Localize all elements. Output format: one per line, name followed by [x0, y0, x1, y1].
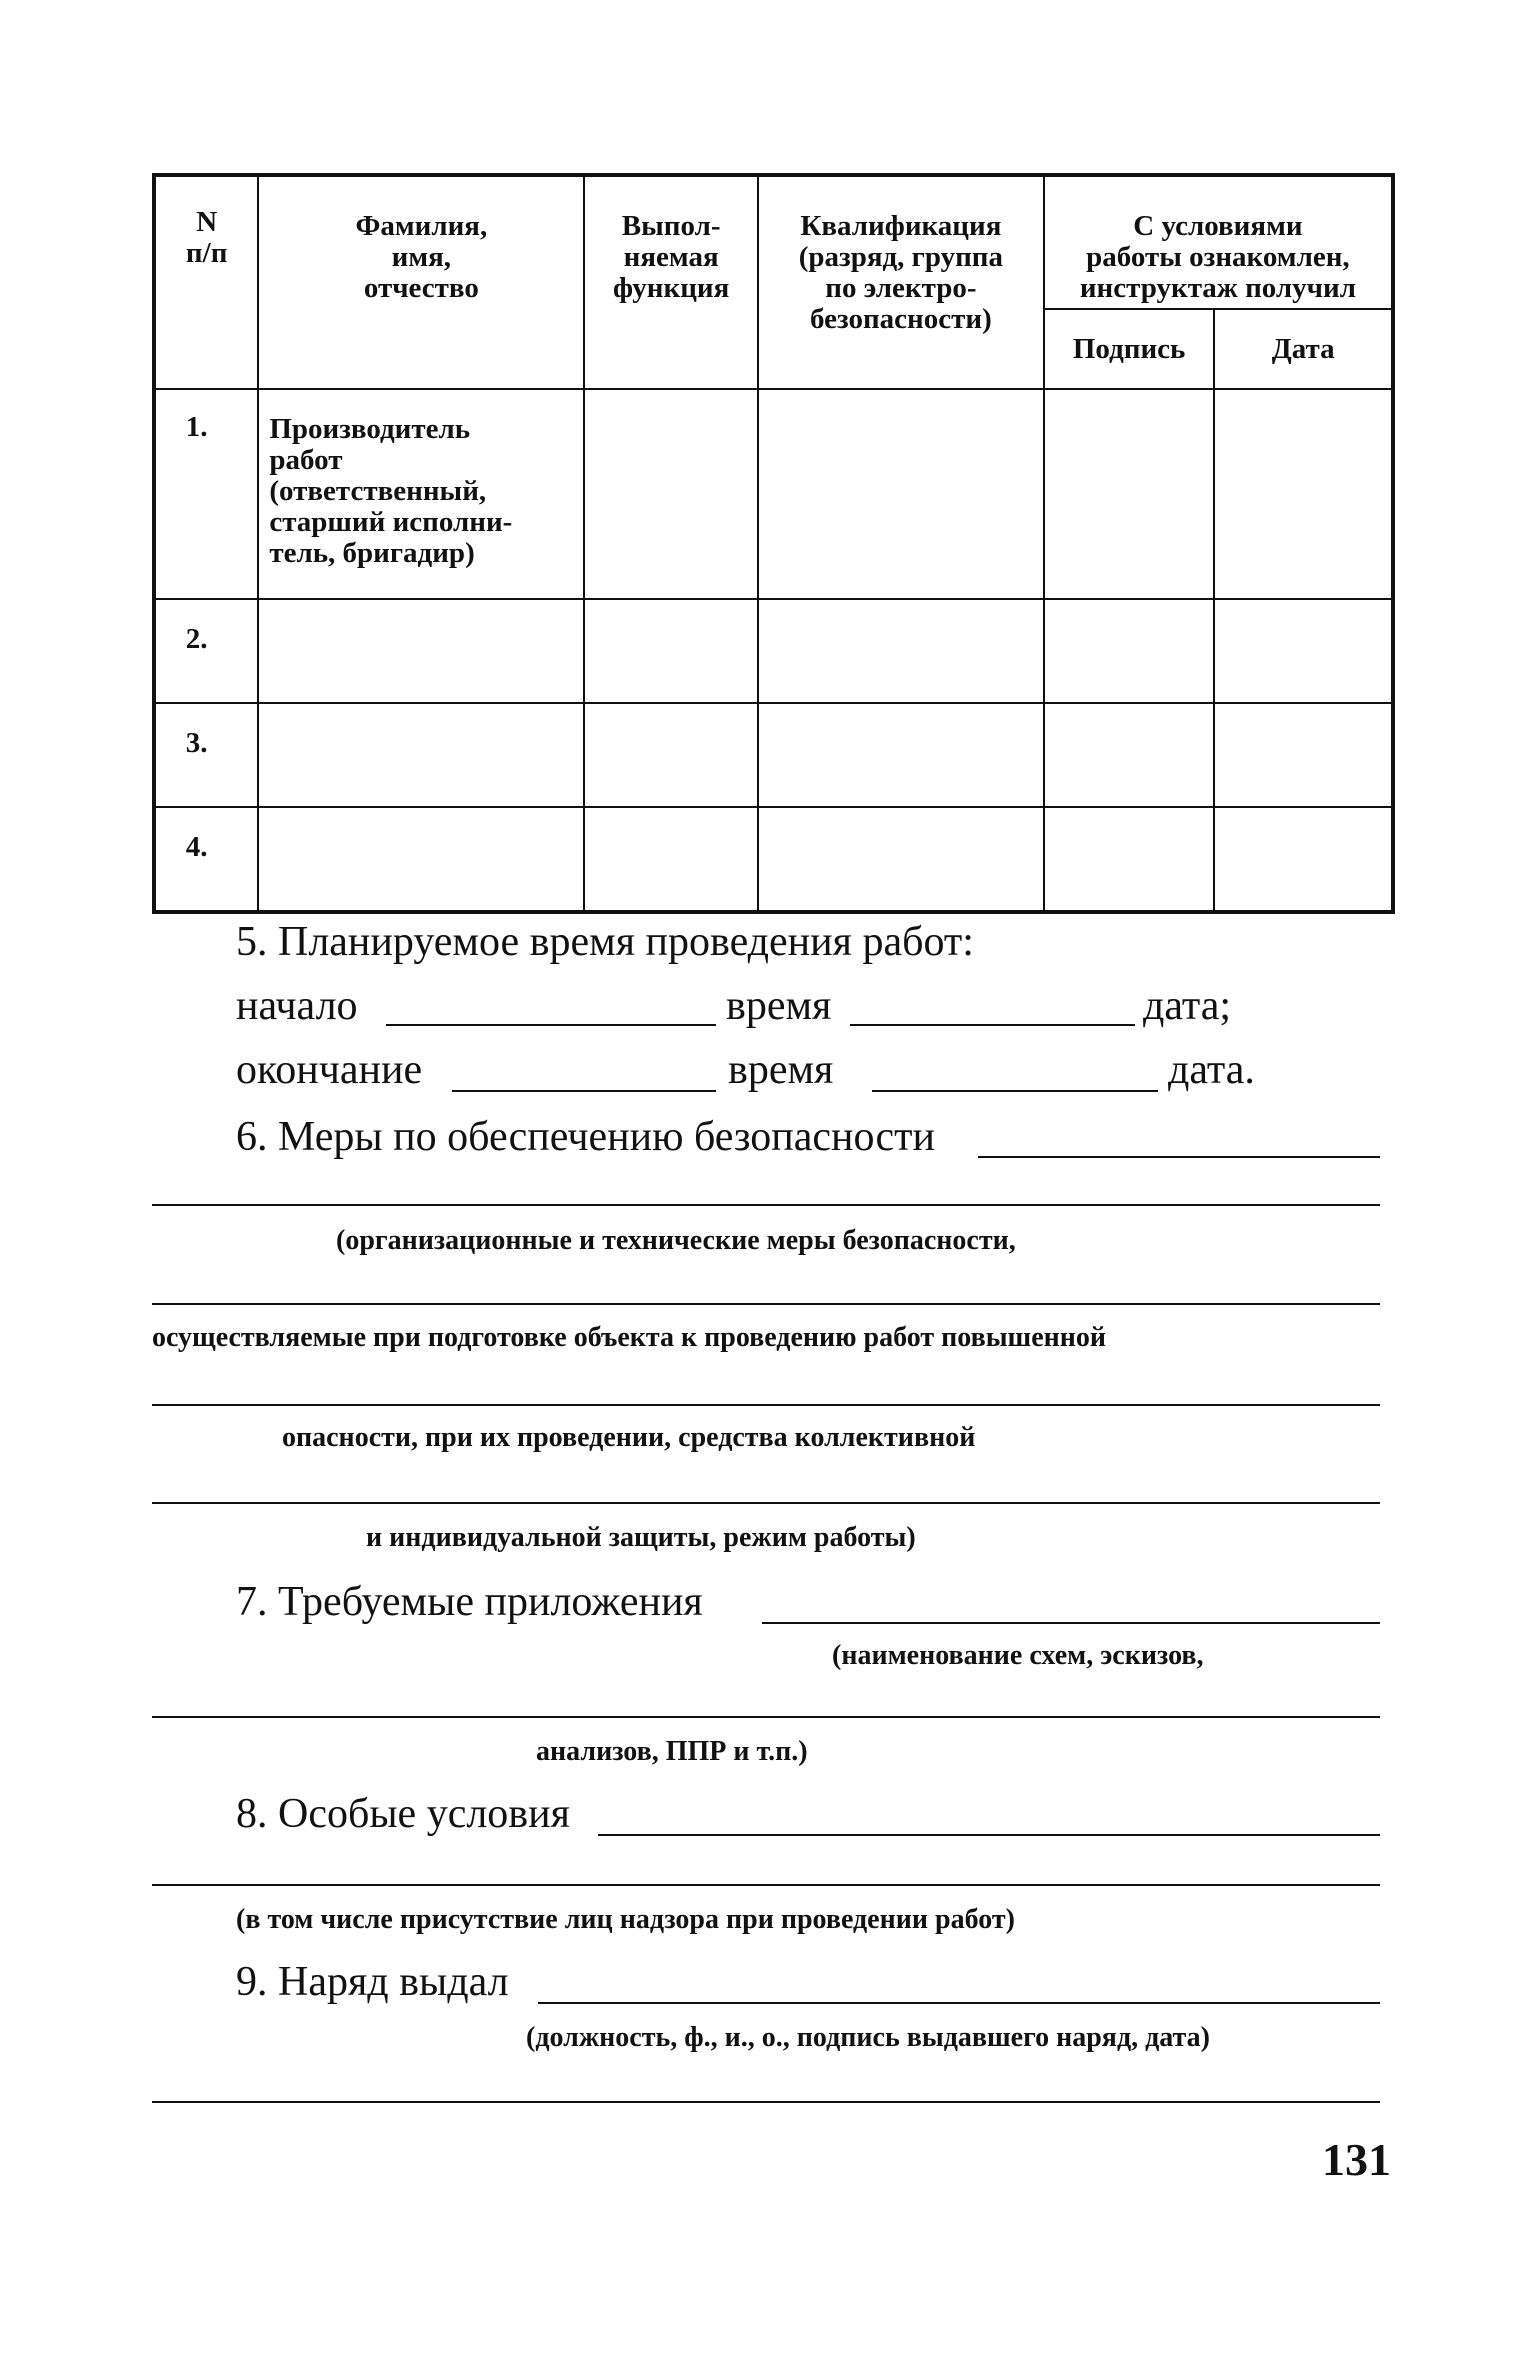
special-conditions-line[interactable] — [152, 1884, 1380, 1886]
attachments-field[interactable] — [762, 1622, 1380, 1624]
header-date: Дата — [1214, 309, 1393, 389]
issued-by-caption: (должность, ф., и., о., подпись выдавшего наряд, дата) — [526, 2022, 1210, 2053]
attachments-caption-2: анализов, ППР и т.п.) — [536, 1736, 808, 1767]
header-function: Выпол- няемая функция — [584, 175, 758, 389]
special-conditions-field[interactable] — [598, 1834, 1380, 1836]
row-function-cell[interactable] — [584, 389, 758, 599]
page-number: 131 — [1322, 2134, 1391, 2185]
row-signature-cell[interactable] — [1044, 807, 1215, 912]
row-date-cell[interactable] — [1214, 389, 1393, 599]
issued-by-field[interactable] — [538, 2002, 1380, 2004]
start-label: начало — [236, 983, 358, 1029]
header-qualification: Квалификация (разряд, группа по электро- безопасности) — [758, 175, 1044, 389]
row-number: 3. — [154, 703, 258, 807]
row-function-cell[interactable] — [584, 599, 758, 703]
section-8-title: 8. Особые условия — [236, 1791, 570, 1837]
start-date-field[interactable] — [850, 1024, 1135, 1026]
row-qualification-cell[interactable] — [758, 807, 1044, 912]
row-function-cell[interactable] — [584, 703, 758, 807]
safety-measures-caption-4: и индивидуальной защиты, режим работы) — [366, 1522, 916, 1553]
end-date-label: дата. — [1168, 1047, 1255, 1093]
row-date-cell[interactable] — [1214, 807, 1393, 912]
start-time-label: время — [726, 983, 832, 1029]
row-function-cell[interactable] — [584, 807, 758, 912]
section-7-title: 7. Требуемые приложения — [236, 1579, 703, 1625]
safety-measures-caption-1: (организационные и технические меры безопасности, — [336, 1225, 1016, 1256]
safety-measures-line[interactable] — [152, 1502, 1380, 1504]
safety-measures-caption-3: опасности, при их проведении, средства коллективной — [282, 1422, 976, 1453]
issued-by-line[interactable] — [152, 2101, 1380, 2103]
safety-measures-line[interactable] — [152, 1404, 1380, 1406]
end-time-label: время — [728, 1047, 834, 1093]
row-signature-cell[interactable] — [1044, 703, 1215, 807]
table-row — [154, 703, 1393, 807]
table-row — [154, 599, 1393, 703]
row-qualification-cell[interactable] — [758, 599, 1044, 703]
row-qualification-cell[interactable] — [758, 389, 1044, 599]
header-full-name: Фамилия, имя, отчество — [258, 175, 584, 389]
header-signature: Подпись — [1044, 309, 1215, 389]
end-time-field[interactable] — [452, 1090, 716, 1092]
table-row — [154, 807, 1393, 912]
row-date-cell[interactable] — [1214, 703, 1393, 807]
special-conditions-caption: (в том числе присутствие лиц надзора при проведении работ) — [236, 1904, 1015, 1935]
safety-measures-line[interactable] — [152, 1204, 1380, 1206]
row-number: 1. — [154, 389, 258, 599]
row-full-name-cell[interactable] — [258, 807, 584, 912]
safety-measures-field[interactable] — [978, 1156, 1380, 1158]
safety-measures-caption-2: осуществляемые при подготовке объекта к проведению работ повышенной — [152, 1322, 1107, 1353]
safety-measures-line[interactable] — [152, 1303, 1380, 1305]
crew-table — [152, 173, 1395, 914]
start-date-label: дата; — [1143, 983, 1232, 1029]
table-row — [154, 389, 1393, 599]
attachments-line[interactable] — [152, 1716, 1380, 1718]
row-qualification-cell[interactable] — [758, 703, 1044, 807]
section-9-title: 9. Наряд выдал — [236, 1959, 509, 2005]
row-number: 2. — [154, 599, 258, 703]
start-time-field[interactable] — [386, 1024, 716, 1026]
attachments-caption-1: (наименование схем, эскизов, — [832, 1640, 1204, 1671]
header-number: N п/п — [154, 175, 258, 389]
row-date-cell[interactable] — [1214, 599, 1393, 703]
row-full-name-cell[interactable] — [258, 599, 584, 703]
end-date-field[interactable] — [872, 1090, 1158, 1092]
end-label: окончание — [236, 1047, 423, 1093]
row-full-name-cell[interactable]: Производитель работ (ответственный, старший исполни- тель, бригадир) — [258, 389, 584, 599]
header-acquainted: С условиями работы ознакомлен, инструктаж получил — [1044, 175, 1393, 309]
row-number: 4. — [154, 807, 258, 912]
section-6-title: 6. Меры по обеспечению безопасности — [236, 1114, 936, 1160]
row-signature-cell[interactable] — [1044, 389, 1215, 599]
section-5-title: 5. Планируемое время проведения работ: — [236, 919, 974, 965]
row-full-name-cell[interactable] — [258, 703, 584, 807]
row-signature-cell[interactable] — [1044, 599, 1215, 703]
